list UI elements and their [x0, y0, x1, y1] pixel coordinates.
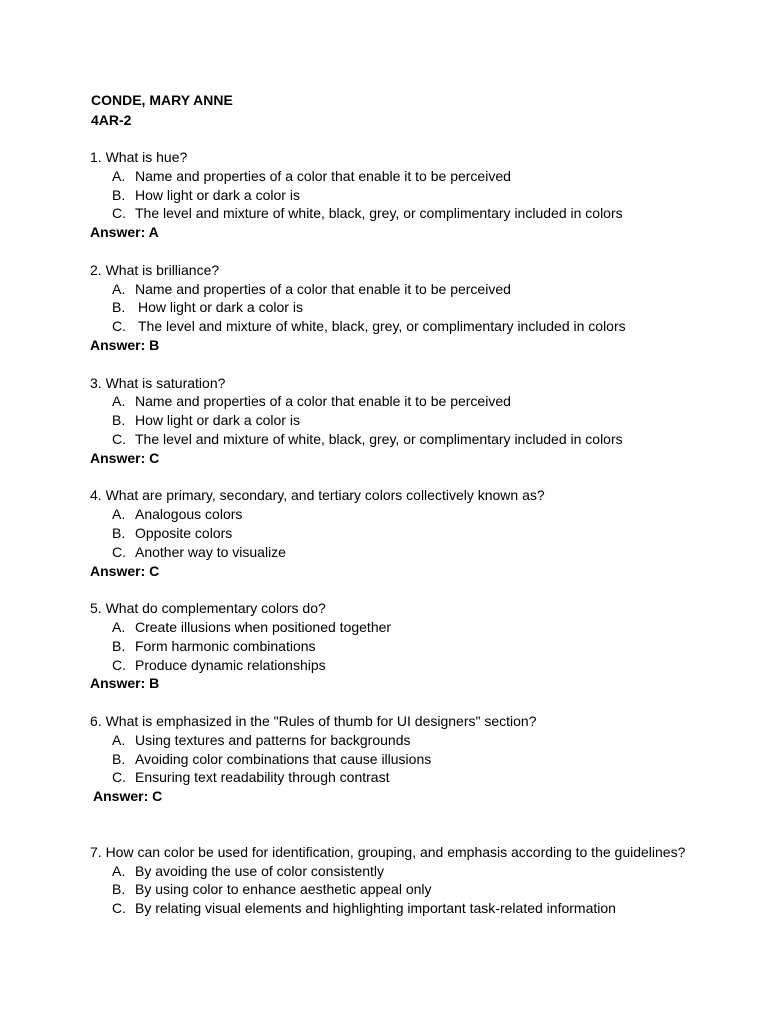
question-5 — [90, 599, 730, 693]
option-text: By relating visual elements and highlighting important task-related information — [135, 900, 616, 917]
student-name: CONDE, MARY ANNE — [91, 92, 233, 108]
option-c — [90, 656, 730, 675]
question-7 — [90, 843, 730, 918]
option-c — [90, 768, 730, 787]
option-b — [90, 524, 730, 543]
answer-line: Answer: A — [90, 224, 159, 241]
option-list — [90, 392, 730, 448]
option-text: Name and properties of a color that enable it to be perceived — [135, 393, 511, 410]
option-b — [90, 186, 730, 205]
option-letter: A. — [112, 167, 126, 184]
option-a — [90, 280, 730, 299]
option-list — [90, 167, 730, 223]
option-b — [90, 298, 730, 317]
option-letter: C. — [112, 205, 126, 222]
question-prompt: 1. What is hue? — [90, 149, 188, 165]
question-2 — [90, 261, 730, 355]
option-text: The level and mixture of white, black, grey, or complimentary included in colors — [135, 205, 623, 222]
option-list — [90, 618, 730, 674]
question-3 — [90, 374, 730, 468]
question-prompt: 2. What is brilliance? — [90, 261, 220, 278]
option-text: Opposite colors — [135, 524, 233, 541]
option-letter: C. — [112, 430, 126, 447]
option-list — [90, 731, 730, 787]
question-6 — [90, 712, 730, 806]
option-text: Name and properties of a color that enable it to be perceived — [135, 280, 511, 297]
option-text: The level and mixture of white, black, grey, or complimentary included in colors — [135, 430, 623, 447]
option-b — [90, 880, 730, 899]
option-letter: C. — [112, 543, 126, 560]
option-letter: A. — [112, 862, 126, 879]
option-c — [90, 543, 730, 562]
option-text: The level and mixture of white, black, grey, or complimentary included in colors — [138, 318, 626, 335]
option-a — [90, 505, 730, 524]
option-a — [90, 167, 730, 186]
option-c — [90, 430, 730, 449]
option-text: Analogous colors — [135, 506, 243, 523]
option-c — [90, 204, 730, 223]
quiz-questions — [90, 148, 730, 937]
option-a — [90, 618, 730, 637]
option-letter: B. — [112, 750, 126, 767]
answer-line: Answer: B — [90, 675, 160, 692]
option-a — [90, 862, 730, 881]
option-text: How light or dark a color is — [138, 299, 303, 316]
option-b — [90, 750, 730, 769]
option-text: By avoiding the use of color consistently — [135, 862, 385, 879]
option-letter: B. — [112, 881, 126, 898]
option-b — [90, 411, 730, 430]
option-text: Avoiding color combinations that cause illusions — [135, 750, 432, 767]
option-letter: B. — [112, 637, 126, 654]
option-text: By using color to enhance aesthetic appeal only — [135, 881, 432, 898]
answer-line: Answer: B — [90, 336, 160, 353]
question-prompt: 3. What is saturation? — [90, 374, 226, 391]
option-text: How light or dark a color is — [135, 412, 300, 429]
option-list — [90, 505, 730, 561]
question-prompt: 4. What are primary, secondary, and tertiary colors collectively known as? — [90, 487, 545, 504]
option-letter: B. — [112, 186, 126, 203]
option-c — [90, 899, 730, 918]
answer-line: Answer: C — [90, 562, 160, 579]
option-list — [90, 280, 730, 336]
student-section: 4AR-2 — [91, 112, 132, 128]
option-letter: C. — [112, 656, 126, 673]
option-letter: A. — [112, 506, 126, 523]
option-letter: B. — [112, 412, 126, 429]
option-a — [90, 731, 730, 750]
option-letter: B. — [112, 524, 126, 541]
option-text: Using textures and patterns for backgrounds — [135, 731, 411, 748]
option-text: Form harmonic combinations — [135, 637, 316, 654]
option-text: Produce dynamic relationships — [135, 656, 326, 673]
question-prompt: 5. What do complementary colors do? — [90, 600, 326, 617]
question-1 — [90, 148, 730, 242]
option-letter: A. — [112, 280, 126, 297]
option-letter: A. — [112, 731, 126, 748]
option-text: Create illusions when positioned together — [135, 618, 392, 635]
question-prompt: 6. What is emphasized in the "Rules of thumb for UI designers" section? — [90, 712, 537, 729]
option-letter: A. — [112, 393, 126, 410]
option-text: Another way to visualize — [135, 543, 286, 560]
question-4 — [90, 486, 730, 580]
option-letter: A. — [112, 618, 126, 635]
option-c — [90, 317, 730, 336]
option-b — [90, 637, 730, 656]
answer-line: Answer: C — [93, 788, 163, 805]
option-list — [90, 862, 730, 918]
option-letter: C. — [112, 900, 126, 917]
question-prompt: 7. How can color be used for identification, grouping, and emphasis according to the guidelines? — [90, 843, 686, 860]
author-block — [91, 91, 233, 130]
option-text: Ensuring text readability through contrast — [135, 769, 390, 786]
option-text: Name and properties of a color that enable it to be perceived — [135, 167, 511, 184]
option-text: How light or dark a color is — [135, 186, 300, 203]
option-letter: C. — [112, 318, 126, 335]
option-letter: B. — [112, 299, 126, 316]
option-a — [90, 392, 730, 411]
answer-line: Answer: C — [90, 449, 160, 466]
option-letter: C. — [112, 769, 126, 786]
